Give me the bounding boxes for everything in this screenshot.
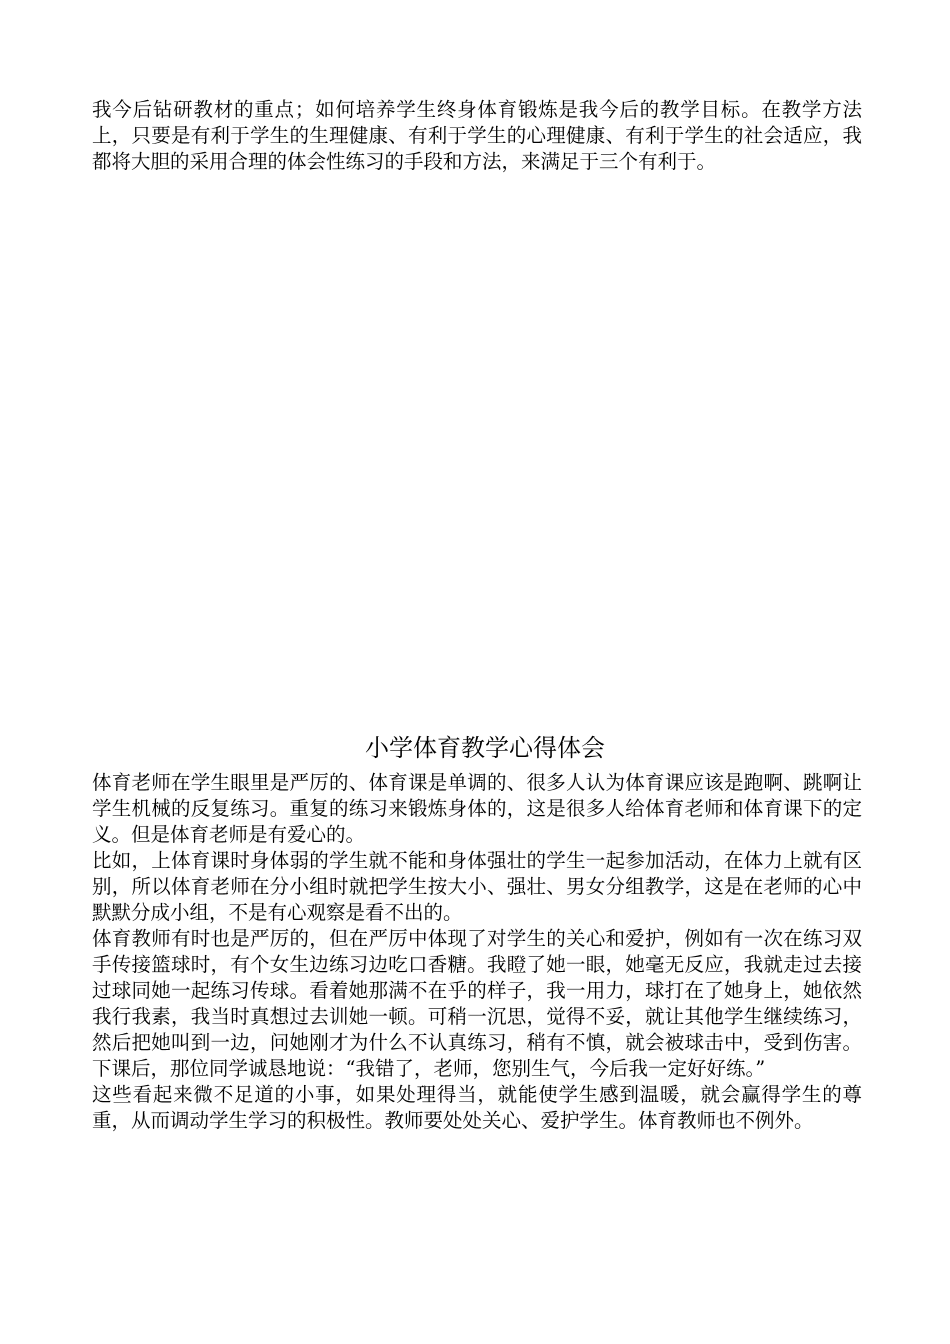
top-text-block [92, 97, 862, 175]
article-title: 小学体育教学心得体会 [365, 734, 605, 762]
top-paragraph: 我今后钻研教材的重点；如何培养学生终身体育锻炼是我今后的教学目标。在教学方法上，只要是有利于学生的生理健康、有利于学生的心理健康、有利于学生的社会适应，我都将大胆的采用合理的体会性练习的手段和方法，来满足于三个有利于。 [92, 98, 862, 173]
article-paragraph-3: 体育教师有时也是严厉的，但在严厉中体现了对学生的关心和爱护，例如有一次在练习双手传接篮球时，有个女生边练习边吃口香糖。我瞪了她一眼，她毫无反应，我就走过去接过球同她一起练习传球。看着她那满不在乎的样子，我一用力，球打在了她身上，她依然我行我素，我当时真想过去训她一顿。可稍一沉思，觉得不妥，就让其他学生继续练习，然后把她叫到一边，问她刚才为什么不认真练习，稍有不慎，就会被球击中，受到伤害。下课后，那位同学诚恳地说：“我错了，老师，您别生气，今后我一定好好练。” [92, 927, 862, 1080]
article-paragraph-4: 这些看起来微不足道的小事，如果处理得当，就能使学生感到温暖，就会赢得学生的尊重，从而调动学生学习的积极性。教师要处处关心、爱护学生。体育教师也不例外。 [92, 1083, 862, 1132]
article-body [92, 770, 862, 1134]
article-paragraph-1: 体育老师在学生眼里是严厉的、体育课是单调的、很多人认为体育课应该是跑啊、跳啊让学生机械的反复练习。重复的练习来锻炼身体的，这是很多人给体育老师和体育课下的定义。但是体育老师是有爱心的。 [92, 771, 862, 846]
article-paragraph-2: 比如，上体育课时身体弱的学生就不能和身体强壮的学生一起参加活动，在体力上就有区别，所以体育老师在分小组时就把学生按大小、强壮、男女分组教学，这是在老师的心中默默分成小组，不是有心观察是看不出的。 [92, 849, 862, 924]
